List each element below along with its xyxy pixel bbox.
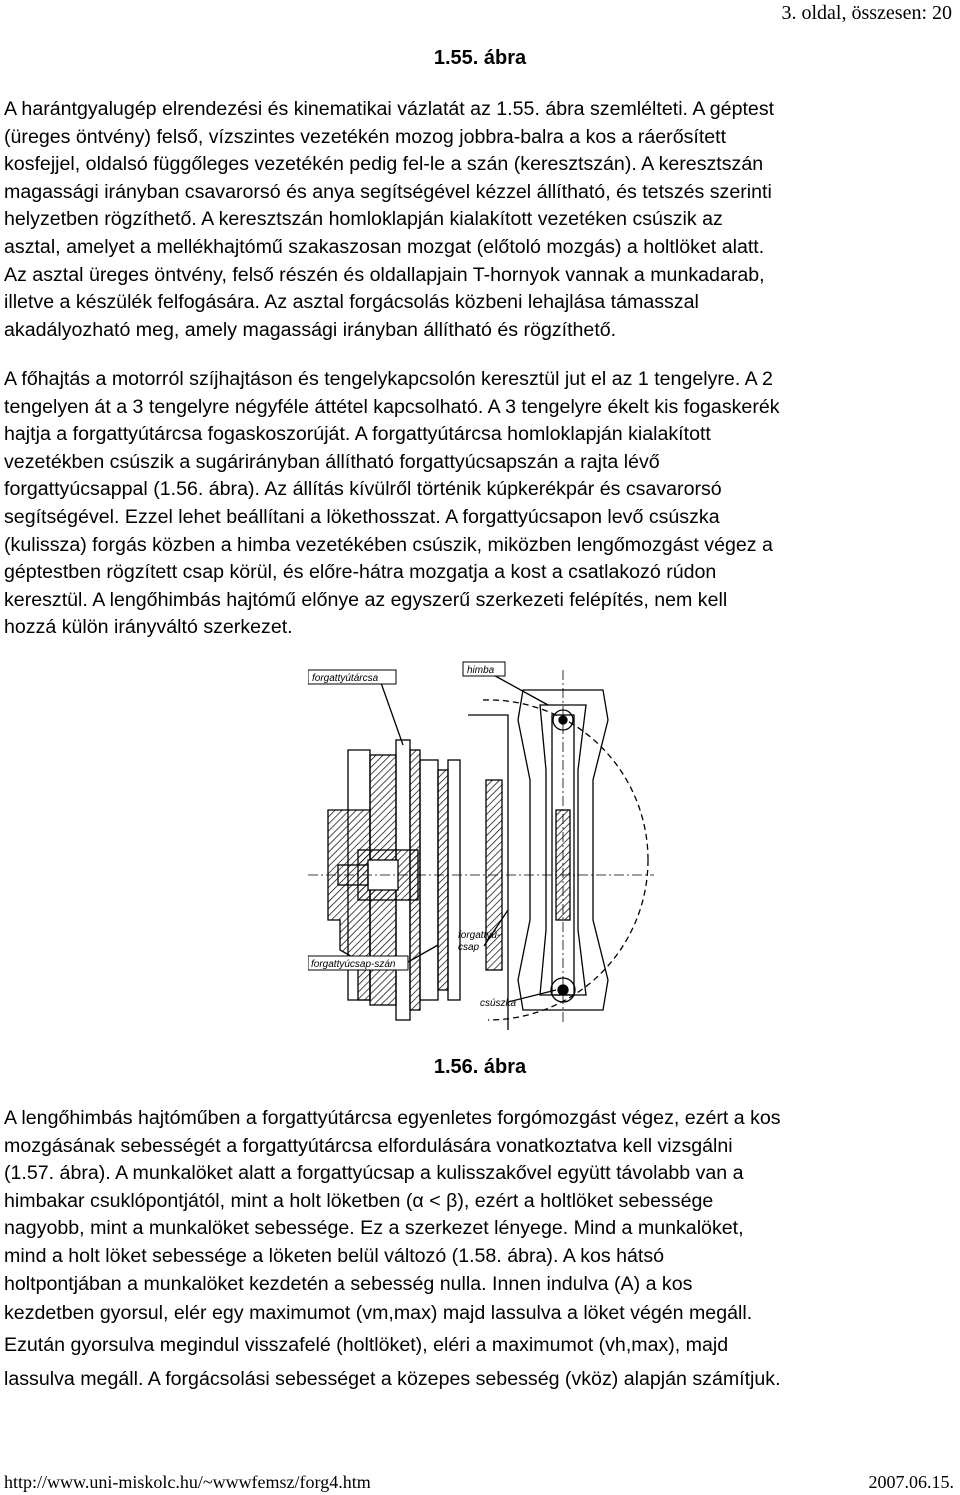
- figure-1-56-drawing: [308, 660, 654, 1030]
- text-line: hozzá külön irányváltó szerkezet.: [4, 616, 293, 639]
- text-line: A harántgyalugép elrendezési és kinematikai vázlatát az 1.55. ábra szemlélteti. A géptest: [4, 98, 775, 120]
- text-line: mozgásának sebességét a forgattyútárcsa elfordulására vonatkoztatva kell vizsgálni: [4, 1134, 733, 1157]
- text-line: himbakar csuklópontjától, mint a holt löketben (α < β), ezért a holtlöket sebessége: [4, 1189, 714, 1212]
- text-line: A főhajtás a motorról szíjhajtáson és tengelykapcsolón keresztül jut el az 1 tengelyre. A 2: [4, 368, 773, 390]
- text-line: (üreges öntvény) felső, vízszintes vezetékén mozog jobbra-balra a kos a ráerősített: [4, 125, 727, 148]
- figure-caption-1-56: 1.56. ábra: [433, 1056, 527, 1078]
- text-line: hajtja a forgattyútárcsa fogaskoszorúját. A forgattyútárcsa homloklapján kialakított: [4, 423, 711, 446]
- text-line: segítségével. Ezzel lehet beállítani a lökethosszat. A forgattyúcsapon levő csúszka: [4, 505, 720, 528]
- text-line: akadályozható meg, amely magassági irányban állítható és rögzíthető.: [4, 318, 617, 341]
- label-forgattyucsap-2: csap: [458, 942, 480, 953]
- label-csuszka: csúszka: [480, 998, 517, 1009]
- text-line: tengelyen át a 3 tengelyre négyféle áttétel kapcsolható. A 3 tengelyre ékelt kis fogaskerék: [4, 395, 780, 418]
- footer-url: http://www.uni-miskolc.hu/~wwwfemsz/forg4.htm: [4, 1472, 371, 1492]
- text-line: keresztül. A lengőhimbás hajtómű előnye az egyszerű szerkezeti felépítés, nem kell: [4, 588, 728, 611]
- text-line: magassági irányban csavarorsó és anya segítségével kézzel állítható, és tetszés szerinti: [4, 180, 772, 203]
- label-forgattyutarcsa: forgattyútárcsa: [312, 673, 379, 684]
- text-line: forgattyúcsappal (1.56. ábra). Az állítás kívülről történik kúpkerékpár és csavarorsó: [4, 478, 722, 501]
- label-forgattyucsapszan: forgattyúcsap-szán: [311, 959, 396, 970]
- paragraph-2: [4, 366, 956, 642]
- label-forgattyucsap-1: forgattyú-: [458, 930, 501, 941]
- text-line: A lengőhimbás hajtóműben a forgattyútárcsa egyenletes forgómozgást végez, ezért a kos: [4, 1107, 781, 1129]
- text-line: mind a holt löket sebessége a löketen belül változó (1.58. ábra). A kos hátsó: [4, 1244, 665, 1267]
- text-line: illetve a készülék felfogására. Az asztal forgácsolás közbeni lehajlása támasszal: [4, 291, 699, 314]
- label-himba: himba: [467, 665, 495, 676]
- paragraph-1: [4, 96, 956, 344]
- text-line: asztal, amelyet a mellékhajtómű szakaszosan mozgat (előtoló mozgás) a holtlöket alatt.: [4, 235, 765, 258]
- text-line: Az asztal üreges öntvény, felső részén és oldallapjain T-hornyok vannak a munkadarab,: [4, 263, 765, 286]
- text-line: helyzetben rögzíthető. A keresztszán homloklapján kialakított vezetéken csúszik az: [4, 208, 723, 231]
- paragraph-3: [4, 1105, 956, 1396]
- text-line: nagyobb, mint a munkalöket sebessége. Ez a szerkezet lényege. Mind a munkalöket,: [4, 1217, 744, 1240]
- footer-date: 2007.06.15.: [868, 1472, 954, 1492]
- figure-caption-1-55: 1.55. ábra: [433, 47, 527, 69]
- text-line: kezdetben gyorsul, elér egy maximumot (vm,max) majd lassulva a löket végén megáll.: [4, 1302, 753, 1325]
- text-line: Ezután gyorsulva megindul visszafelé (holtlöket), eléri a maximumot (vh,max), majd: [4, 1334, 729, 1357]
- page-number-header: 3. oldal, összesen: 20: [781, 2, 952, 24]
- crank-disc-mechanism-drawing: [308, 660, 654, 1030]
- text-line: holtpontjában a munkalöket kezdetén a sebesség nulla. Innen indulva (A) a kos: [4, 1272, 693, 1295]
- text-line: (1.57. ábra). A munkalöket alatt a forgattyúcsap a kulisszakővel együtt távolabb van a: [4, 1162, 744, 1185]
- text-line: géptestben rögzített csap körül, és előre-hátra mozgatja a kost a csatlakozó rúdon: [4, 561, 717, 584]
- text-line: (kulissza) forgás közben a himba vezetékében csúszik, miközben lengőmozgást végez a: [4, 533, 773, 556]
- text-line: vezetékben csúszik a sugárirányban állítható forgattyúcsapszán a rajta lévő: [4, 450, 660, 473]
- text-line: lassulva megáll. A forgácsolási sebességet a közepes sebesség (vköz) alapján számítjuk.: [4, 1368, 781, 1391]
- text-line: kosfejjel, oldalsó függőleges vezetékén pedig fel-le a szán (keresztszán). A keresztszán: [4, 153, 764, 176]
